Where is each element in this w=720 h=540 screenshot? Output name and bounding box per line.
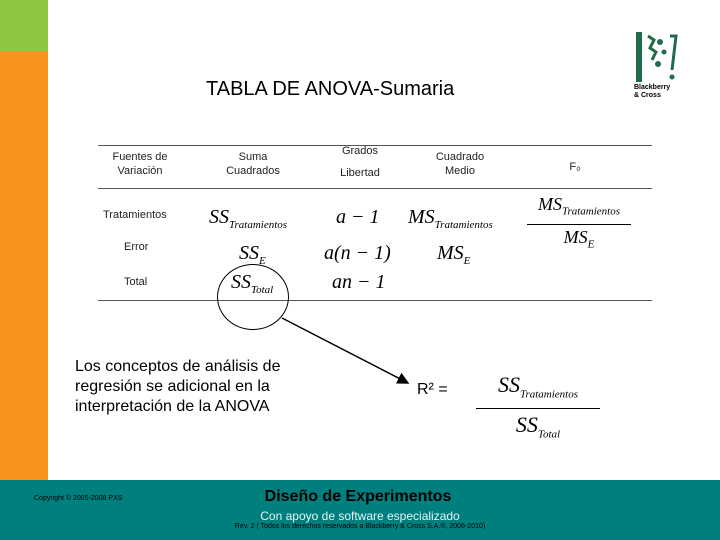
f0-num-sub: Tratamientos xyxy=(561,205,621,218)
ss-tratamientos-sub: Tratamientos xyxy=(229,219,288,231)
r2-num-main: SS xyxy=(497,372,520,397)
r2-den-main: SS xyxy=(515,412,538,438)
header-cuadrado-line2: Medio xyxy=(445,165,475,177)
footer-subtitle: Con apoyo de software especializado xyxy=(260,509,460,523)
r2-label: R² = xyxy=(417,381,448,398)
gl-tratamientos: a − 1 xyxy=(336,206,380,228)
ss-error-sub: E xyxy=(259,255,266,267)
ss-tratamientos-main: SS xyxy=(209,206,229,228)
header-fuentes-line1: Fuentes de xyxy=(112,151,168,163)
ms-error-main: MS xyxy=(437,242,464,264)
footer-rev: Rev. 2 ( Todos los derechos reservados a Blackberry & Cross S.A.®, 2006-2010) xyxy=(234,523,486,530)
r2-num-sub: Tratamientos xyxy=(519,388,579,401)
r2-fraction xyxy=(476,372,600,450)
explanation-text: Los conceptos de análisis de regresión se adicional en la interpretación de la ANOVA xyxy=(75,358,281,415)
ss-total-sub: Total xyxy=(251,284,274,296)
footer-title xyxy=(0,488,720,506)
ms-tratamientos-sub: Tratamientos xyxy=(434,219,493,231)
header-cuadrado-line1: Cuadrado xyxy=(435,151,485,163)
logo-line2: & Cross xyxy=(634,92,661,99)
row-label-error: Error xyxy=(124,241,149,253)
gl-total: an − 1 xyxy=(332,271,386,293)
r2-fraction-line xyxy=(476,408,600,409)
row-label-total: Total xyxy=(124,276,148,288)
r2-denominator xyxy=(476,410,600,449)
header-suma-line1: Suma xyxy=(238,151,268,163)
f0-den-main: MS xyxy=(563,226,588,247)
f0-den-sub: E xyxy=(587,238,595,251)
header-fuentes-line2: Variación xyxy=(117,165,163,177)
header-suma-line2: Cuadrados xyxy=(226,165,280,177)
ss-error-main: SS xyxy=(239,242,259,264)
f0-num-main: MS xyxy=(537,194,562,214)
header-grados-line1: Grados xyxy=(341,145,379,157)
r2-den-sub: Total xyxy=(537,428,561,441)
header-f0: F₀ xyxy=(569,161,581,173)
ss-total-main: SS xyxy=(231,271,251,293)
header-grados-line2: Libertad xyxy=(340,167,380,179)
logo-line1: Blackberry xyxy=(634,84,671,91)
footer-title-text: Diseño de Experimentos xyxy=(264,488,452,505)
copyright-text: Copyright © 2005-2008 PXS xyxy=(34,495,123,502)
r2-numerator xyxy=(476,372,600,407)
ms-error-sub: E xyxy=(463,255,471,267)
gl-error: a(n − 1) xyxy=(324,242,391,264)
row-label-tratamientos: Tratamientos xyxy=(103,209,167,221)
page-title: TABLA DE ANOVA-Sumaria xyxy=(206,78,455,100)
ms-tratamientos-main: MS xyxy=(408,206,435,228)
